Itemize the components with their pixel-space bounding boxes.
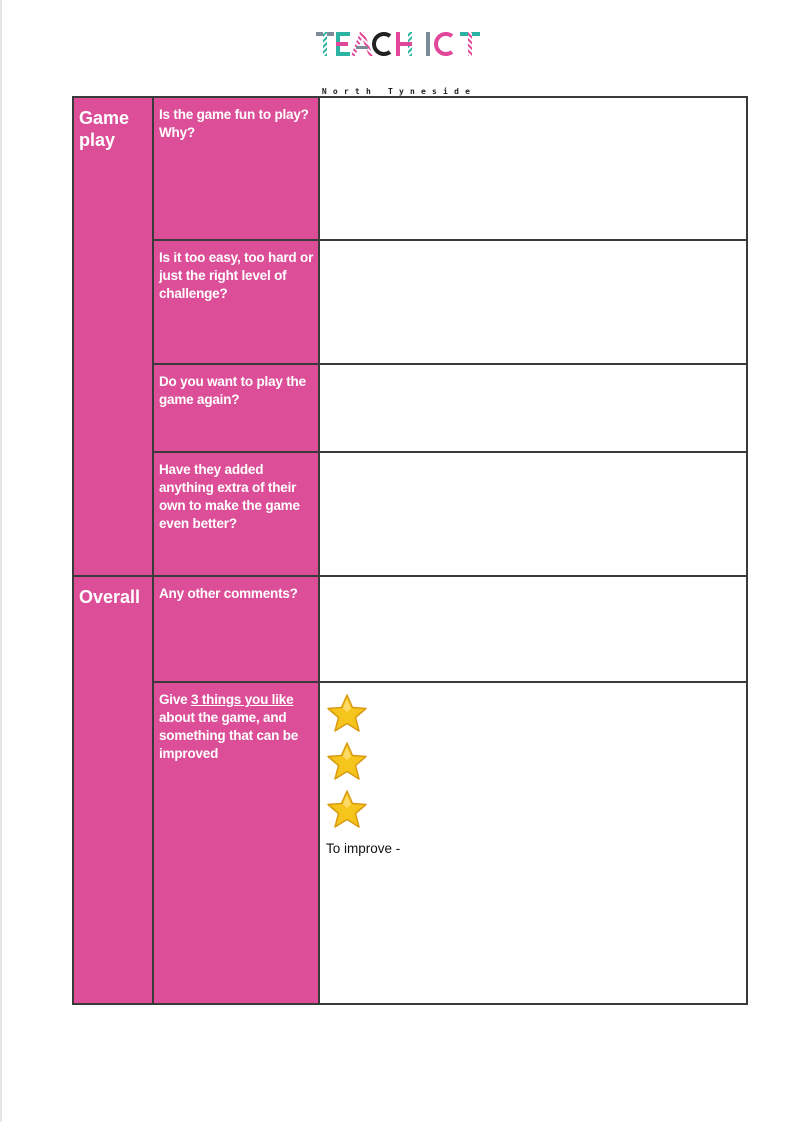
table-row bbox=[73, 240, 747, 364]
section-cell-overall bbox=[73, 576, 153, 1004]
question-cell bbox=[153, 97, 319, 240]
logo-subtitle: North Tyneside bbox=[321, 87, 477, 96]
question-cell bbox=[153, 364, 319, 452]
table-row bbox=[73, 576, 747, 682]
question-cell bbox=[153, 576, 319, 682]
answer-cell[interactable] bbox=[319, 240, 747, 364]
answer-cell[interactable] bbox=[319, 364, 747, 452]
table-row bbox=[73, 452, 747, 576]
question-cell bbox=[153, 240, 319, 364]
answer-cell[interactable] bbox=[319, 576, 747, 682]
question-text: Any other comments? bbox=[159, 586, 298, 601]
answer-cell-likes[interactable] bbox=[319, 682, 747, 1004]
question-underlined: 3 things you like bbox=[191, 692, 294, 707]
star-icon bbox=[326, 693, 368, 733]
question-text: Have they added anything extra of their own to make the game even better? bbox=[159, 462, 300, 531]
teach-ict-logo bbox=[316, 30, 482, 96]
star-icon bbox=[326, 789, 368, 829]
table-row bbox=[73, 364, 747, 452]
page-edge bbox=[0, 0, 2, 1122]
question-text: Is the game fun to play? Why? bbox=[159, 107, 309, 140]
star-icon bbox=[326, 741, 368, 781]
answer-cell[interactable] bbox=[319, 452, 747, 576]
section-cell-gameplay bbox=[73, 97, 153, 576]
star-list bbox=[320, 683, 746, 829]
question-cell bbox=[153, 452, 319, 576]
question-prefix: Give bbox=[159, 692, 192, 707]
answer-cell[interactable] bbox=[319, 97, 747, 240]
question-suffix: about the game, and something that can be improved bbox=[159, 710, 299, 761]
table-row bbox=[73, 682, 747, 1004]
logo-wordmark bbox=[316, 30, 482, 58]
question-text bbox=[154, 683, 318, 763]
table-row bbox=[73, 97, 747, 240]
question-cell bbox=[153, 682, 319, 1004]
question-text: Do you want to play the game again? bbox=[159, 374, 306, 407]
section-title: Game play bbox=[79, 108, 130, 150]
question-text: Is it too easy, too hard or just the right level of challenge? bbox=[159, 250, 314, 301]
improve-label: To improve - bbox=[326, 841, 401, 856]
feedback-table bbox=[72, 96, 748, 1005]
section-title: Overall bbox=[79, 587, 141, 607]
